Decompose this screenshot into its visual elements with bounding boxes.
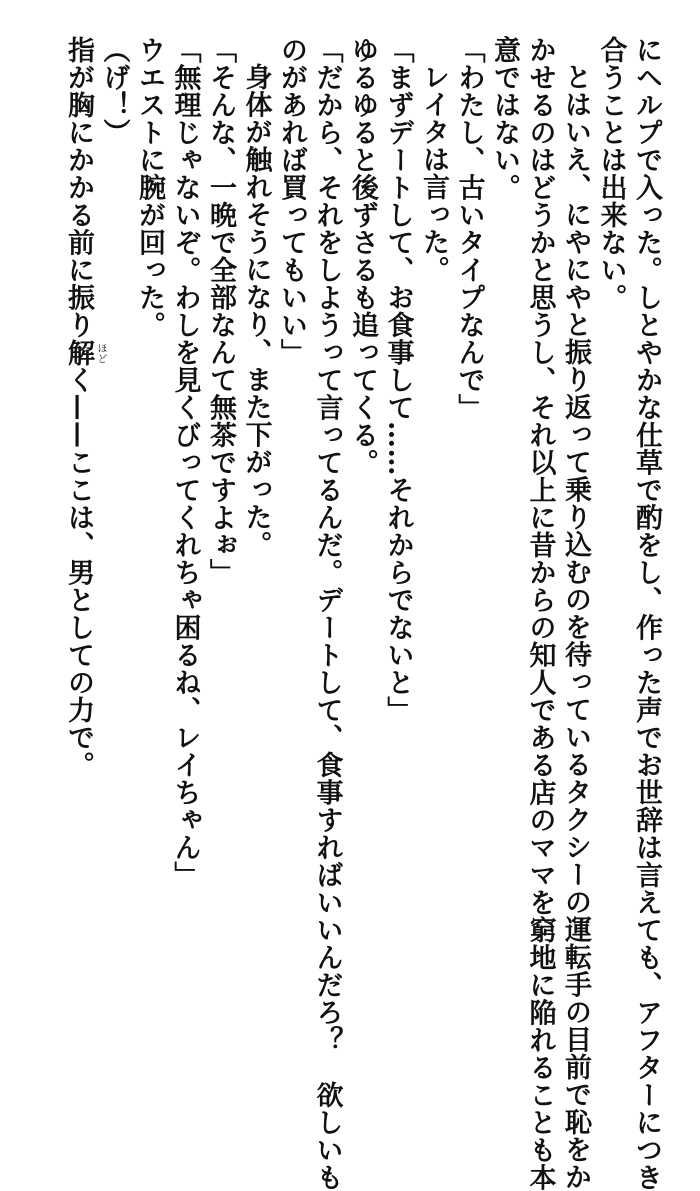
furigana-hodo: ほど [95,342,106,364]
text-line-5: 意ではない。 [489,36,520,201]
text-line-6: 「わたし、古いタイプなんで」 [453,36,485,421]
vertical-text-body [24,36,664,1191]
text-line-11: のがあれば買ってもいい」 [276,36,307,366]
text-line-12: 身体が触れそうになり、また下がった。 [240,63,272,558]
text-line-16: （げ！） [98,36,130,146]
text-line-8: 「まずデートして、お食事して……それからでないと」 [382,36,414,724]
text-line-2: 合うことは出来ない。 [595,36,627,311]
text-line-7: レイタは言った。 [418,63,449,283]
text-line-17: 指が胸にかかる前に振り解く——ここは、男としての力で。 [63,36,94,779]
ruby-base: 解 [63,338,94,366]
text-line-1: にヘルプで入った。しとやかな仕草で酌をし、作った声でお世辞は言えても、アフターにつき [631,36,662,1191]
text-line-15: ウエストに腕が回った。 [134,36,165,339]
text-line-10: 「だから、それをしようって言ってるんだ。デートして、食事すればいいんだろ？ 欲しいも [311,36,343,1191]
text-line-4: かせるのはどうかと思うし、それ以上に昔からの知人である店のママを窮地に陥れることも本 [524,36,556,1191]
text-line-14: 「無理じゃないぞ。わしを見くびってくれちゃ困るね、レイちゃん」 [169,36,201,889]
text-line-9: ゆるゆると後ずさるも追ってくる。 [347,36,378,476]
text-line-3: とはいえ、にやにやと振り返って乗り込むのを待っているタクシーの運転手の目前で恥をか [560,63,591,1191]
text-line-13: 「そんな、一晩で全部なんて無茶ですよぉ」 [205,36,236,586]
